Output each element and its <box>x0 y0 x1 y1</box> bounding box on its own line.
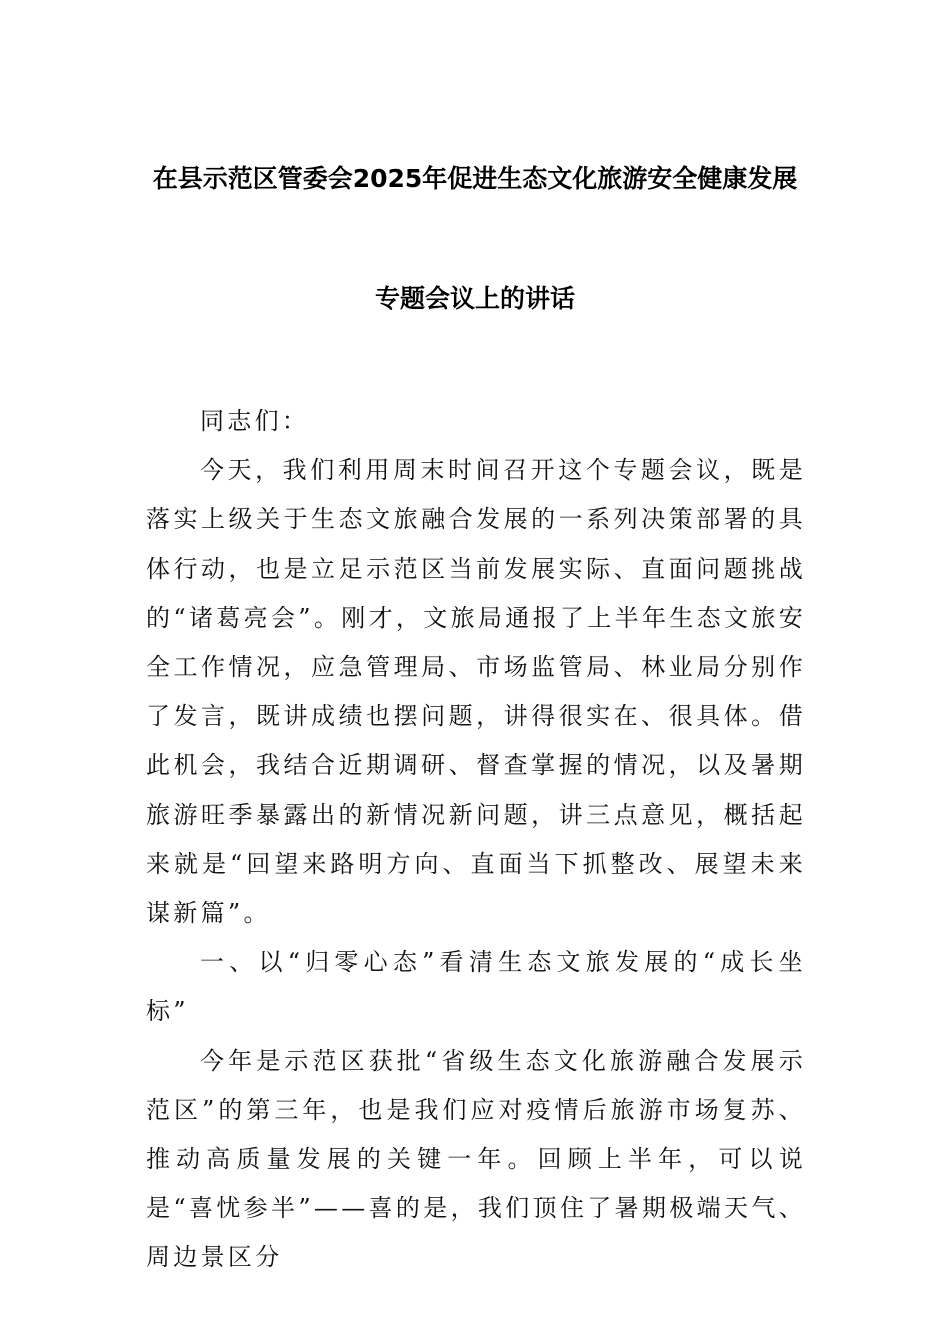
document-body <box>146 397 806 1283</box>
document-title-line-2: 专题会议上的讲话 <box>374 284 575 313</box>
section-heading-1: 一、以“归零心态”看清生态文旅发展的“成长坐标” <box>146 948 806 1026</box>
section-1-paragraph: 今年是示范区获批“省级生态文化旅游融合发展示范区”的第三年，也是我们应对疫情后旅游市场复苏、推动高质量发展的关键一年。回顾上半年，可以说是“喜忧参半”——喜的是，我们顶住了暑期极端天气、周边景区分 <box>146 1046 806 1272</box>
opening-paragraph: 今天，我们利用周末时间召开这个专题会议，既是落实上级关于生态文旅融合发展的一系列决策部署的具体行动，也是立足示范区当前发展实际、直面问题挑战的“诸葛亮会”。刚才，文旅局通报了上半年生态文旅安全工作情况，应急管理局、市场监管局、林业局分别作了发言，既讲成绩也摆问题，讲得很实在、很具体。借此机会，我结合近期调研、督查掌握的情况，以及暑期旅游旺季暴露出的新情况新问题，讲三点意见，概括起来就是“回望来路明方向、直面当下抓整改、展望未来谋新篇”。 <box>146 456 806 928</box>
document-title-line-1: 在县示范区管委会2025年促进生态文化旅游安全健康发展 <box>152 164 798 193</box>
salutation-paragraph: 同志们： <box>200 407 310 435</box>
